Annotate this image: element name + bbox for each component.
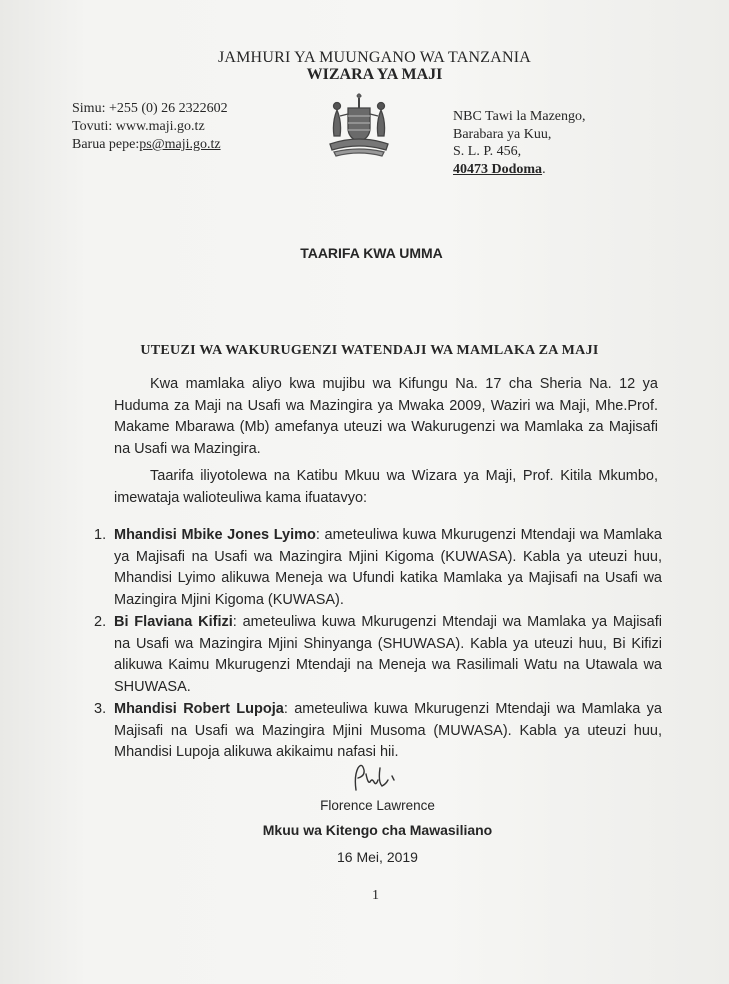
postal-code-city: 40473 Dodoma: [453, 161, 543, 177]
email-label: Barua pepe:: [72, 137, 140, 152]
appointments-list: [84, 525, 662, 765]
address-line-1: NBC Tawi la Mazengo,: [453, 109, 586, 124]
appointment-text: : ameteuliwa kuwa Mkurugenzi Mtendaji wa Mamlaka ya Majisafi na Usafi wa Mazingira Mjini Musoma (MUWASA). Kabla ya uteuzi huu, Mhandisi Lupoja alikuwa akikaimu nafasi hii.: [114, 701, 662, 760]
appointee-name: Mhandisi Mbike Jones Lyimo: [114, 527, 316, 543]
list-item-number: 2.: [94, 614, 107, 630]
document-date: 16 Mei, 2019: [337, 849, 418, 865]
list-item: [84, 699, 662, 764]
appointment-text: : ameteuliwa kuwa Mkurugenzi Mtendaji wa Mamlaka ya Majisafi na Usafi wa Mazingira Mjini Kigoma (KUWASA). Kabla ya uteuzi huu, Mhandisi Lyimo alikuwa Meneja wa Ufundi katika Mamlaka ya Majisafi na Usafi wa Mazingira Mjini Kigoma (KUWASA).: [114, 527, 662, 608]
body-paragraph-1: Kwa mamlaka aliyo kwa mujibu wa Kifungu Na. 17 cha Sheria Na. 12 ya Huduma za Maji na Usafi wa Mazingira ya Mwaka 2009, Waziri wa Maji, Mhe.Prof. Makame Mbarawa (Mb) amefanya uteuzi wa Wakurugenzi wa Mamlaka za Majisafi na Usafi wa Mazingira.: [114, 376, 658, 457]
address-line-4: [453, 161, 586, 179]
list-item-number: 1.: [94, 527, 107, 543]
handwritten-signature-icon: [348, 762, 408, 796]
address-line-2: Barabara ya Kuu,: [453, 126, 552, 142]
appointee-name: Mhandisi Robert Lupoja: [114, 701, 284, 717]
appointee-name: Bi Flaviana Kifizi: [114, 614, 233, 630]
page-number: 1: [372, 888, 379, 903]
body-paragraph-2: Taarifa iliyotolewa na Katibu Mkuu wa Wizara ya Maji, Prof. Kitila Mkumbo, imewataja walioteuliwa kama ifuatavyo:: [114, 468, 658, 506]
email-line: [72, 136, 228, 154]
list-item: [84, 525, 662, 611]
contact-right-block: [453, 108, 586, 178]
signer-title: Mkuu wa Kitengo cha Mawasiliano: [262, 822, 493, 838]
email-address: ps@maji.go.tz: [139, 137, 221, 152]
phone-line: Simu: +255 (0) 26 2322602: [72, 101, 228, 116]
address-line-4-suffix: .: [542, 161, 546, 177]
address-line-3: S. L. P. 456,: [453, 144, 522, 159]
subject-heading: UTEUZI WA WAKURUGENZI WATENDAJI WA MAMLAKA ZA MAJI: [140, 343, 599, 358]
appointment-text: : ameteuliwa kuwa Mkurugenzi Mtendaji wa Mamlaka ya Majisafi na Usafi wa Mazingira Mjini Shinyanga (SHUWASA). Kabla ya uteuzi huu, Bi Kifizi alikuwa Kaimu Mkurugenzi Mtendaji na Meneja wa Rasilimali Watu na Utawala wa SHUWASA.: [114, 614, 662, 695]
republic-heading: JAMHURI YA MUUNGANO WA TANZANIA: [217, 49, 532, 66]
contact-left-block: [72, 100, 228, 154]
ministry-heading: WIZARA YA MAJI: [306, 66, 443, 83]
notice-title: TAARIFA KWA UMMA: [300, 245, 443, 261]
list-item-number: 3.: [94, 701, 107, 717]
signer-name: Florence Lawrence: [320, 798, 435, 813]
website-line: Tovuti: www.maji.go.tz: [72, 119, 205, 134]
list-item: [84, 612, 662, 698]
tanzania-coat-of-arms-icon: [322, 92, 396, 158]
